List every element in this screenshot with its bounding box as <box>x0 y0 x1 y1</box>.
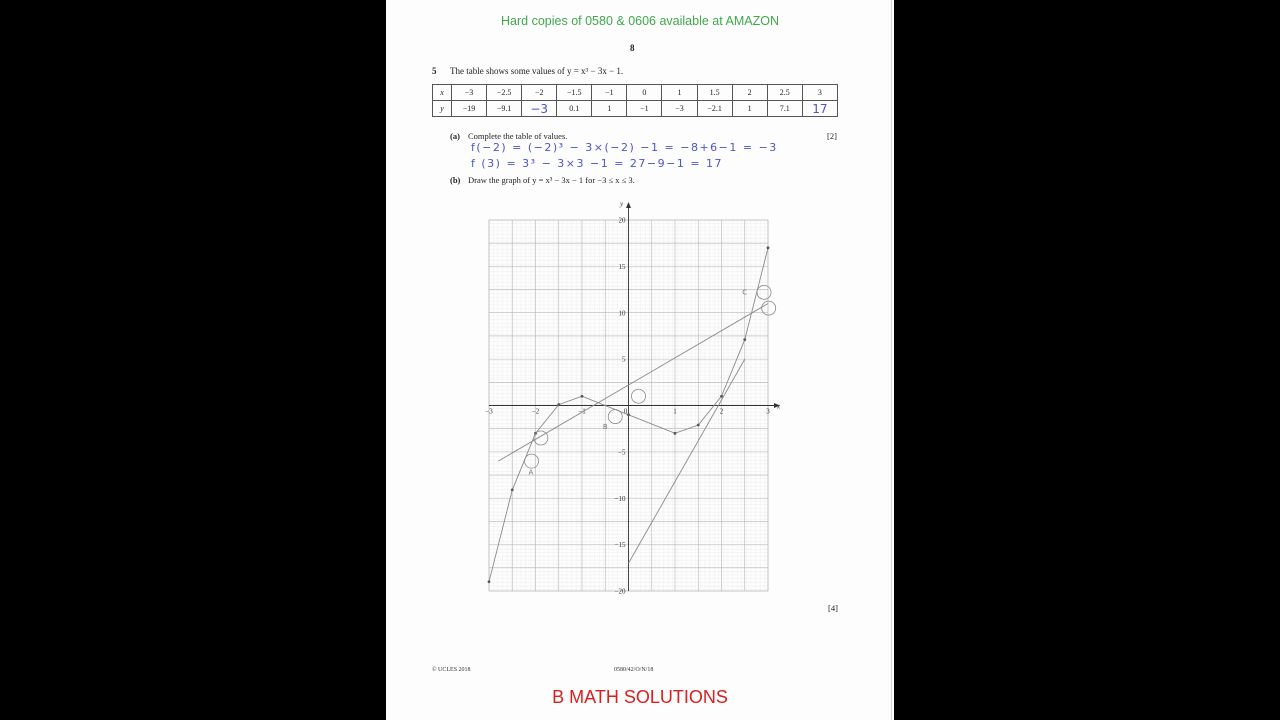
footer-paper-code: 0580/42/O/N/18 <box>614 667 654 673</box>
table-cell: −2.5 <box>487 85 522 101</box>
part-a-label: (a) <box>450 131 460 141</box>
part-a-text: Complete the table of values. <box>468 131 568 141</box>
table-cell: 1.5 <box>697 85 732 101</box>
page-number: 8 <box>630 43 635 53</box>
table-cell: 3 <box>802 85 837 101</box>
table-cell: −9.1 <box>487 101 522 117</box>
table-header-x: x <box>433 85 452 101</box>
table-cell: 1 <box>592 101 627 117</box>
table-cell: −19 <box>452 101 487 117</box>
data-point <box>581 395 584 398</box>
table-cell-handwritten: 17 <box>802 101 837 117</box>
y-tick-label: −10 <box>614 494 626 503</box>
table-cell: 1 <box>732 101 767 117</box>
handwritten-working-1: f(−2) = (−2)³ − 3×(−2) −1 = −8+6−1 = −3 <box>471 141 778 154</box>
table-cell: 7.1 <box>767 101 802 117</box>
y-tick-label: −5 <box>618 448 626 457</box>
intersection-label: B <box>602 422 608 431</box>
data-point <box>720 395 723 398</box>
y-tick-label: 10 <box>618 309 626 318</box>
table-cell-handwritten: −3 <box>522 101 557 117</box>
y-tick-label: 20 <box>618 216 626 225</box>
y-tick-label: −15 <box>614 541 626 550</box>
part-b-text: Draw the graph of y = x³ − 3x − 1 for −3 ≤ x ≤ 3. <box>468 175 635 185</box>
promo-banner: Hard copies of 0580 & 0606 available at AMAZON <box>501 14 779 28</box>
x-axis-label: x <box>777 402 781 411</box>
handwritten-working-2: f (3) = 3³ − 3×3 −1 = 27−9−1 = 17 <box>471 157 724 170</box>
data-point <box>557 403 560 406</box>
x-tick-label: −3 <box>485 407 493 416</box>
x-tick-label: −2 <box>531 407 540 416</box>
table-cell: −1 <box>592 85 627 101</box>
intersection-label: A <box>528 468 534 477</box>
exam-page <box>386 0 894 720</box>
table-cell: −2 <box>522 85 557 101</box>
x-tick-label: −1 <box>578 407 586 416</box>
table-cell: −2.1 <box>697 101 732 117</box>
table-cell: 0.1 <box>557 101 592 117</box>
question-text: The table shows some values of y = x³ − 3x − 1. <box>450 66 624 76</box>
part-b-marks: [4] <box>828 603 838 613</box>
graph <box>386 0 894 720</box>
data-point <box>697 424 700 427</box>
y-axis-arrow <box>626 202 631 208</box>
table-cell: 1 <box>662 85 697 101</box>
data-point <box>511 489 514 492</box>
data-point <box>743 338 746 341</box>
x-tick-label: 0 <box>623 407 628 416</box>
part-b-label: (b) <box>450 175 461 185</box>
x-tick-label: 2 <box>719 407 724 416</box>
brand-banner: B MATH SOLUTIONS <box>552 687 728 707</box>
intersection-label: C <box>742 288 748 297</box>
y-tick-label: −20 <box>614 587 626 596</box>
y-axis-label: y <box>619 200 624 208</box>
table-cell: 0 <box>627 85 662 101</box>
table-cell: 2 <box>732 85 767 101</box>
data-point <box>488 580 491 583</box>
table-cell: 2.5 <box>767 85 802 101</box>
data-point <box>674 432 677 435</box>
x-tick-label: 3 <box>766 407 770 416</box>
question-number: 5 <box>432 66 437 76</box>
table-cell: −1.5 <box>557 85 592 101</box>
x-tick-label: 1 <box>673 407 677 416</box>
part-a-marks: [2] <box>827 131 837 141</box>
footer-copyright: © UCLES 2018 <box>432 667 471 673</box>
table-cell: −3 <box>452 85 487 101</box>
data-point <box>767 246 770 249</box>
data-point <box>627 413 630 416</box>
table-cell: −3 <box>662 101 697 117</box>
y-tick-label: 15 <box>618 262 626 271</box>
y-tick-label: 5 <box>622 355 626 364</box>
table-header-y: y <box>433 101 452 117</box>
table-cell: −1 <box>627 101 662 117</box>
